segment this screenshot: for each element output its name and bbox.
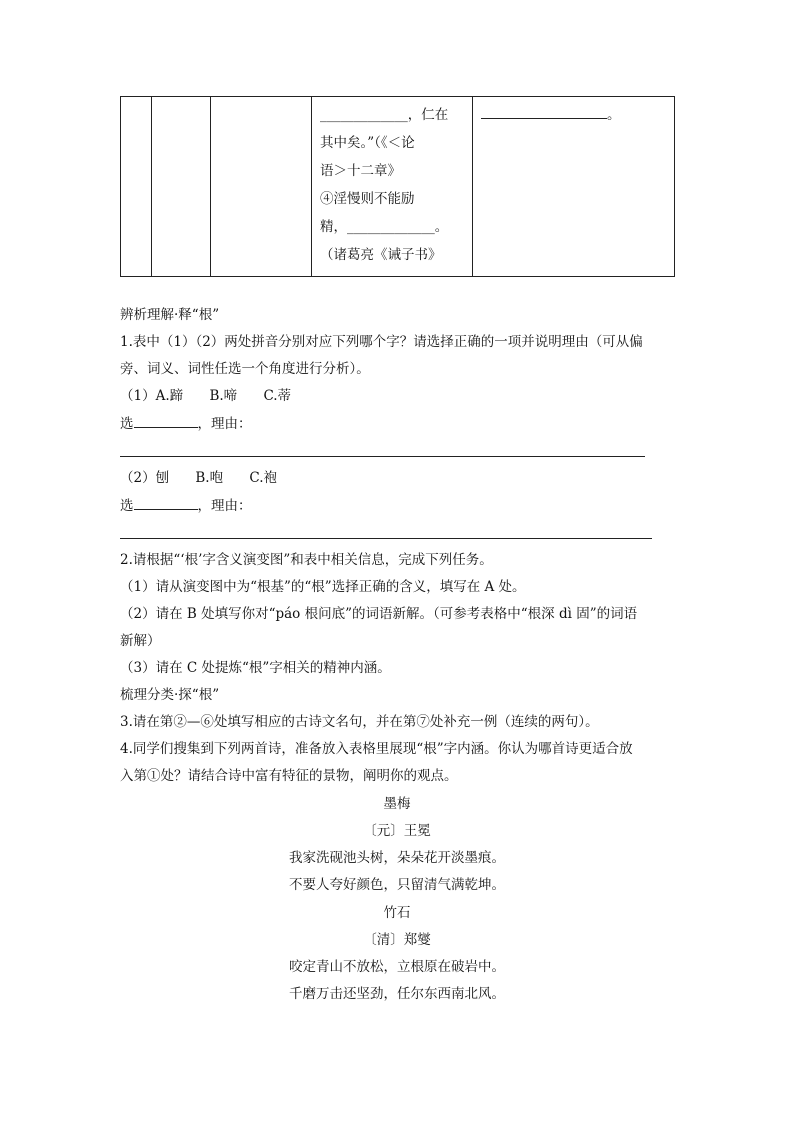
answer-line[interactable] bbox=[120, 456, 645, 457]
choose-label: 选 bbox=[120, 498, 134, 514]
table-text-line: （诸葛亮《诫子书》 bbox=[320, 247, 442, 263]
table-cell bbox=[152, 97, 211, 277]
option-b: B.咆 bbox=[195, 470, 224, 486]
poem1-line2: 不要人夸好颜色，只留清气满乾坤。 bbox=[289, 877, 505, 893]
poem2-line2: 千磨万击还坚劲，任尔东西南北风。 bbox=[289, 986, 505, 1002]
q2-text-line1: 2.请根据“‘根’字含义演变图”和表中相关信息，完成下列任务。 bbox=[120, 552, 493, 568]
q3-text: 3.请在第②—⑥处填写相应的古诗文名句，并在第⑦处补充一例（连续的两句）。 bbox=[120, 714, 599, 730]
q4-text-line1: 4.同学们搜集到下列两首诗，准备放入表格里展现“根”字内涵。你认为哪首诗更适合放 bbox=[120, 741, 633, 757]
poem2-title: 竹石 bbox=[383, 905, 411, 921]
q1-text-line2: 旁、词义、词性任选一个角度进行分析）。 bbox=[120, 361, 370, 377]
reason-label: ，理由： bbox=[197, 498, 252, 514]
q2-sub2-line1: （2）请在 B 处填写你对“páo 根问底”的词语新解。（可参考表格中“根深 dì 固”的词语 bbox=[120, 606, 638, 622]
poem2-line1: 咬定青山不放松，立根原在破岩中。 bbox=[289, 959, 505, 975]
section-title-sort: 梳理分类·探“根” bbox=[120, 687, 220, 703]
option-a: （1）A.蹄 bbox=[120, 388, 184, 404]
table-cell bbox=[121, 97, 152, 277]
q1-choice-line-2 bbox=[120, 497, 252, 515]
answer-line[interactable] bbox=[120, 538, 652, 539]
q4-text-line2: 入第①处？请结合诗中富有特征的景物，阐明你的观点。 bbox=[120, 768, 458, 784]
table-text-line: _____________，仁在 bbox=[320, 107, 449, 123]
table-text-line: 精，_____________。 bbox=[320, 219, 449, 235]
choose-label: 选 bbox=[120, 416, 134, 432]
q2-sub3: （3）请在 C 处提炼“根”字相关的精神内涵。 bbox=[120, 660, 391, 676]
table-cell-answer bbox=[473, 97, 675, 277]
section-title-explain: 辨析理解·释“根” bbox=[120, 307, 220, 323]
table-text-line: 语＞十二章》 bbox=[320, 163, 401, 179]
poem1-title: 墨梅 bbox=[383, 796, 411, 812]
option-c: C.袍 bbox=[249, 470, 278, 486]
poem1-author: 〔元〕王冕 bbox=[363, 823, 431, 839]
table-cell-quotes bbox=[312, 97, 473, 277]
q2-sub1: （1）请从演变图中为“根基”的“根”选择正确的含义，填写在 A 处。 bbox=[120, 579, 526, 595]
poetry-table bbox=[120, 96, 675, 277]
table-cell bbox=[211, 97, 312, 277]
q1-text-line1: 1.表中（1）（2）两处拼音分别对应下列哪个字？请选择正确的一项并说明理由（可从偏 bbox=[120, 334, 643, 350]
reason-label: ，理由： bbox=[197, 416, 252, 432]
answer-blank-line[interactable] bbox=[473, 101, 674, 129]
table-text-line: ④淫慢则不能励 bbox=[320, 191, 415, 207]
poem1-line1: 我家洗砚池头树，朵朵花开淡墨痕。 bbox=[289, 850, 505, 866]
choice-blank[interactable] bbox=[134, 415, 198, 428]
option-c: C.蒂 bbox=[263, 388, 292, 404]
q1-choice-line-1 bbox=[120, 415, 252, 433]
q2-sub2-line2: 新解） bbox=[120, 633, 161, 649]
option-a: （2）刨 bbox=[120, 470, 170, 486]
q1-options-1 bbox=[120, 387, 291, 405]
q1-options-2 bbox=[120, 469, 277, 487]
poem2-author: 〔清〕郑燮 bbox=[363, 932, 431, 948]
blank-suffix: 。 bbox=[607, 107, 621, 123]
option-b: B.啼 bbox=[209, 388, 238, 404]
choice-blank[interactable] bbox=[134, 497, 198, 510]
table-text-line: 其中矣。”（《＜论 bbox=[320, 135, 415, 151]
